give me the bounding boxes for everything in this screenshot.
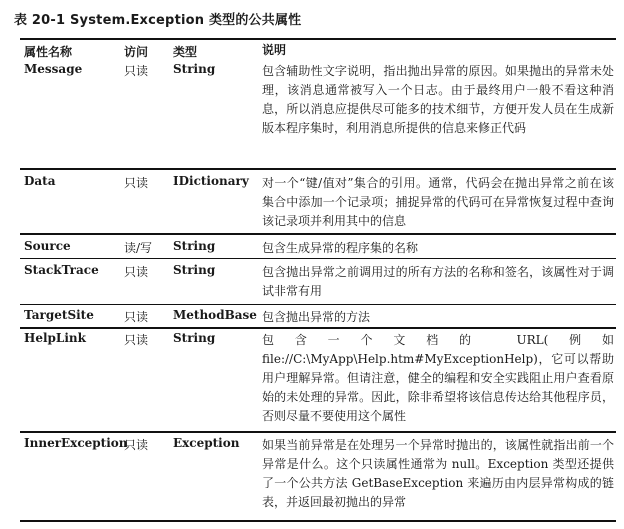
property-type: String	[173, 62, 216, 76]
property-desc: 如果当前异常是在处理另一个异常时抛出的，该属性就指出前一个异常是什么。这个只读属性通常为 null。Exception 类型还提供了一个公共方法 GetBaseException 来遍历由内层异常构成的链表，并返回最初抛出的异常	[262, 438, 614, 509]
property-desc: 包含辅助性文字说明，指出抛出异常的原因。如果抛出的异常未处理，该消息通常被写入一个日志。由于最终用户一般不看这种消息，所以消息应提供尽可能多的技术细节，方便开发人员在生成新版本程序集时，利用消息所提供的信息来修正代码	[262, 64, 614, 135]
header-desc: 说明	[262, 43, 287, 57]
property-desc: 包含抛出异常之前调用过的所有方法的名称和签名，该属性对于调试非常有用	[262, 265, 614, 298]
table-row	[20, 174, 616, 238]
property-desc: 包含抛出异常的方法	[262, 310, 371, 324]
row-rule	[20, 304, 616, 305]
property-type: IDictionary	[173, 174, 249, 188]
table-row	[20, 62, 616, 167]
row-rule	[20, 431, 616, 433]
header-name: 属性名称	[24, 45, 73, 59]
property-name: HelpLink	[24, 331, 86, 345]
property-desc: 包含一个文档的 URL(例如 file://C:\MyApp\Help.htm#MyExceptionHelp)，它可以帮助用户理解异常。但请注意，健全的编程和安全实践阻止用户查看原始的未处理的异常。因此，除非希望将该信息传达给其他程序员，否则尽量不要使用这个属性	[262, 333, 614, 423]
table-row	[20, 331, 616, 431]
property-name: Source	[24, 239, 71, 253]
property-access: 只读	[124, 265, 149, 279]
property-access: 只读	[124, 64, 149, 78]
property-desc: 对一个“键/值对”集合的引用。通常，代码会在抛出异常之前在该集合中添加一个记录项；捕捉异常的代码可在异常恢复过程中查询该记录项并利用其中的信息	[262, 176, 614, 228]
table-row	[20, 308, 616, 328]
table-row	[20, 239, 616, 259]
property-access: 只读	[124, 310, 149, 324]
property-name: Message	[24, 62, 83, 76]
property-access: 只读	[124, 176, 149, 190]
property-access: 只读	[124, 333, 149, 347]
property-type: String	[173, 239, 216, 253]
row-rule	[20, 258, 616, 259]
table-row	[20, 263, 616, 303]
row-rule	[20, 168, 616, 170]
property-type: String	[173, 331, 216, 345]
table-header-row	[20, 40, 616, 62]
row-rule	[20, 327, 616, 329]
property-name: Data	[24, 174, 56, 188]
property-name: StackTrace	[24, 263, 99, 277]
header-access: 访问	[124, 45, 149, 59]
property-type: String	[173, 263, 216, 277]
property-desc: 包含生成异常的程序集的名称	[262, 241, 419, 255]
property-name: InnerException	[24, 436, 128, 450]
header-type: 类型	[173, 45, 198, 59]
table-bottom-rule	[20, 520, 616, 522]
property-type: Exception	[173, 436, 240, 450]
property-access: 读/写	[124, 241, 153, 255]
property-type: MethodBase	[173, 308, 257, 322]
property-name: TargetSite	[24, 308, 94, 322]
row-rule	[20, 233, 616, 235]
table-row	[20, 436, 616, 518]
table-caption: 表 20-1 System.Exception 类型的公共属性	[14, 13, 302, 28]
property-access: 只读	[124, 438, 149, 452]
